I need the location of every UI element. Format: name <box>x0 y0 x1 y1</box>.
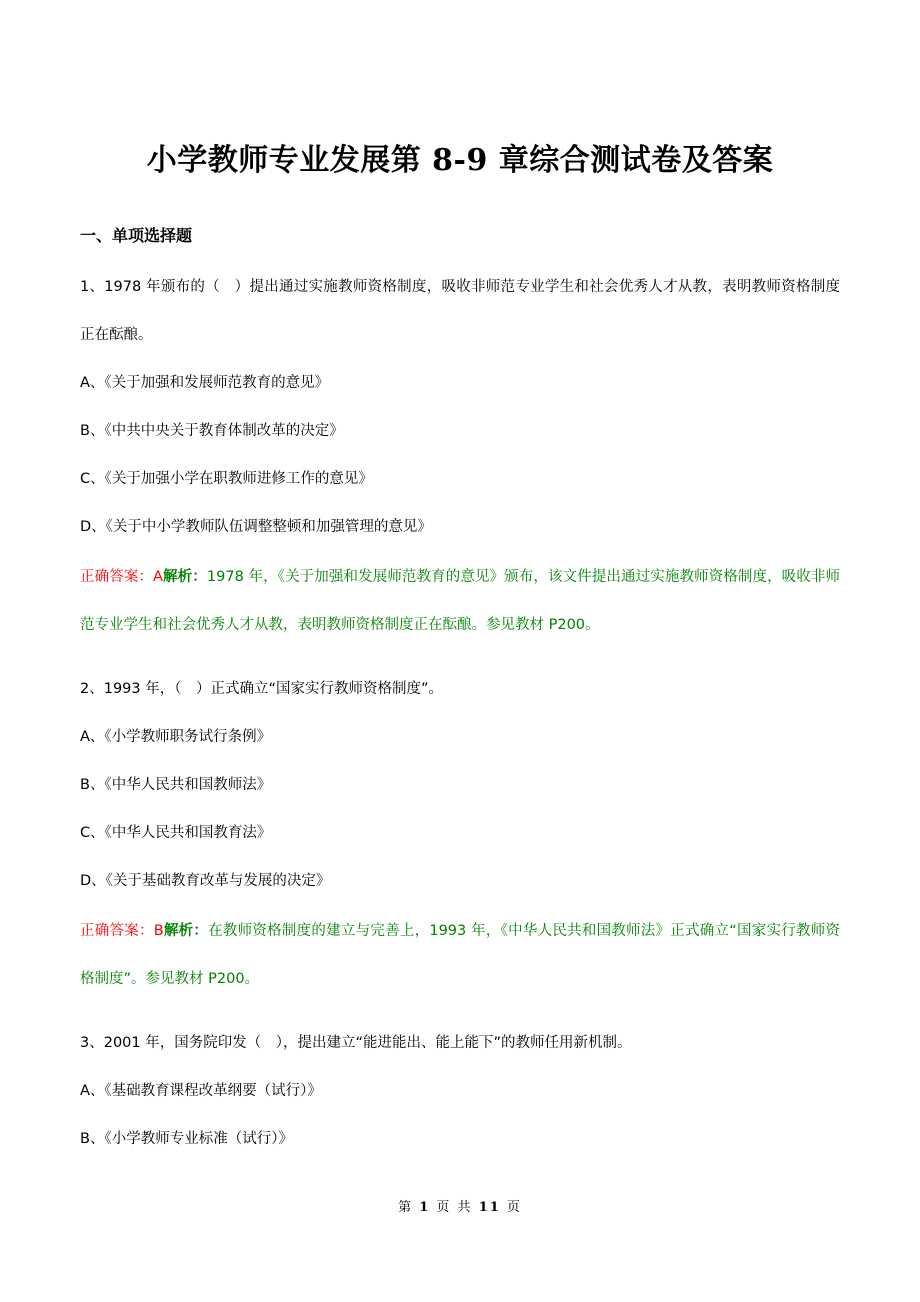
question-option[interactable]: C、《关于加强小学在职教师进修工作的意见》 <box>80 470 373 487</box>
analysis-label: 解析： <box>162 568 207 585</box>
analysis-label: 解析： <box>163 922 209 939</box>
question-option[interactable]: B、《小学教师专业标准（试行）》 <box>80 1130 293 1147</box>
correct-answer-label: 正确答案： <box>80 568 154 585</box>
question-stem: 3、2001 年，国务院印发（ ），提出建立“能进能出、能上能下”的教师任用新机制。 <box>80 1034 632 1051</box>
answer-explanation <box>80 905 840 1003</box>
footer-middle: 页 共 <box>436 1200 473 1215</box>
footer-current-page: 1 <box>419 1200 431 1215</box>
section-heading-single-choice: 一、单项选择题 <box>80 225 193 245</box>
correct-answer-letter: B <box>153 922 164 939</box>
question-block <box>80 1003 840 1163</box>
question-option[interactable]: C、《中华人民共和国教育法》 <box>80 824 272 841</box>
correct-answer-label: 正确答案： <box>80 922 154 939</box>
analysis-text: 1978 年，《关于加强和发展师范教育的意见》颁布，该文件提出通过实施教师资格制度，吸收非师范专业学生和社会优秀人才从教，表明教师资格制度正在酝酿。参见教材 P200。 <box>80 568 841 633</box>
question-stem: 1、1978 年颁布的（ ）提出通过实施教师资格制度，吸收非师范专业学生和社会优秀人才从教，表明教师资格制度正在酝酿。 <box>80 278 840 343</box>
question-option[interactable]: A、《基础教育课程改革纲要（试行）》 <box>80 1082 322 1099</box>
question-option[interactable]: B、《中共中央关于教育体制改革的决定》 <box>80 422 344 439</box>
footer-suffix: 页 <box>506 1200 522 1215</box>
question-option[interactable]: A、《关于加强和发展师范教育的意见》 <box>80 374 330 391</box>
question-option[interactable]: D、《关于中小学教师队伍调整整顿和加强管理的意见》 <box>80 518 432 535</box>
footer-prefix: 第 <box>398 1200 414 1215</box>
answer-explanation <box>80 551 840 649</box>
page-footer <box>0 1196 920 1215</box>
footer-total-pages: 11 <box>478 1200 501 1215</box>
question-stem: 2、1993 年，（ ）正式确立“国家实行教师资格制度”。 <box>80 680 444 697</box>
analysis-text: 在教师资格制度的建立与完善上，1993 年，《中华人民共和国教师法》正式确立“国家实行教师资格制度”。参见教材 P200。 <box>80 922 840 987</box>
page-title: 小学教师专业发展第 8-9 章综合测试卷及答案 <box>146 143 774 178</box>
question-block <box>80 247 840 649</box>
question-option[interactable]: A、《小学教师职务试行条例》 <box>80 728 272 745</box>
question-option[interactable]: B、《中华人民共和国教师法》 <box>80 776 272 793</box>
question-block <box>80 649 840 1003</box>
question-option[interactable]: D、《关于基础教育改革与发展的决定》 <box>80 872 331 889</box>
correct-answer-letter: A <box>153 568 163 585</box>
